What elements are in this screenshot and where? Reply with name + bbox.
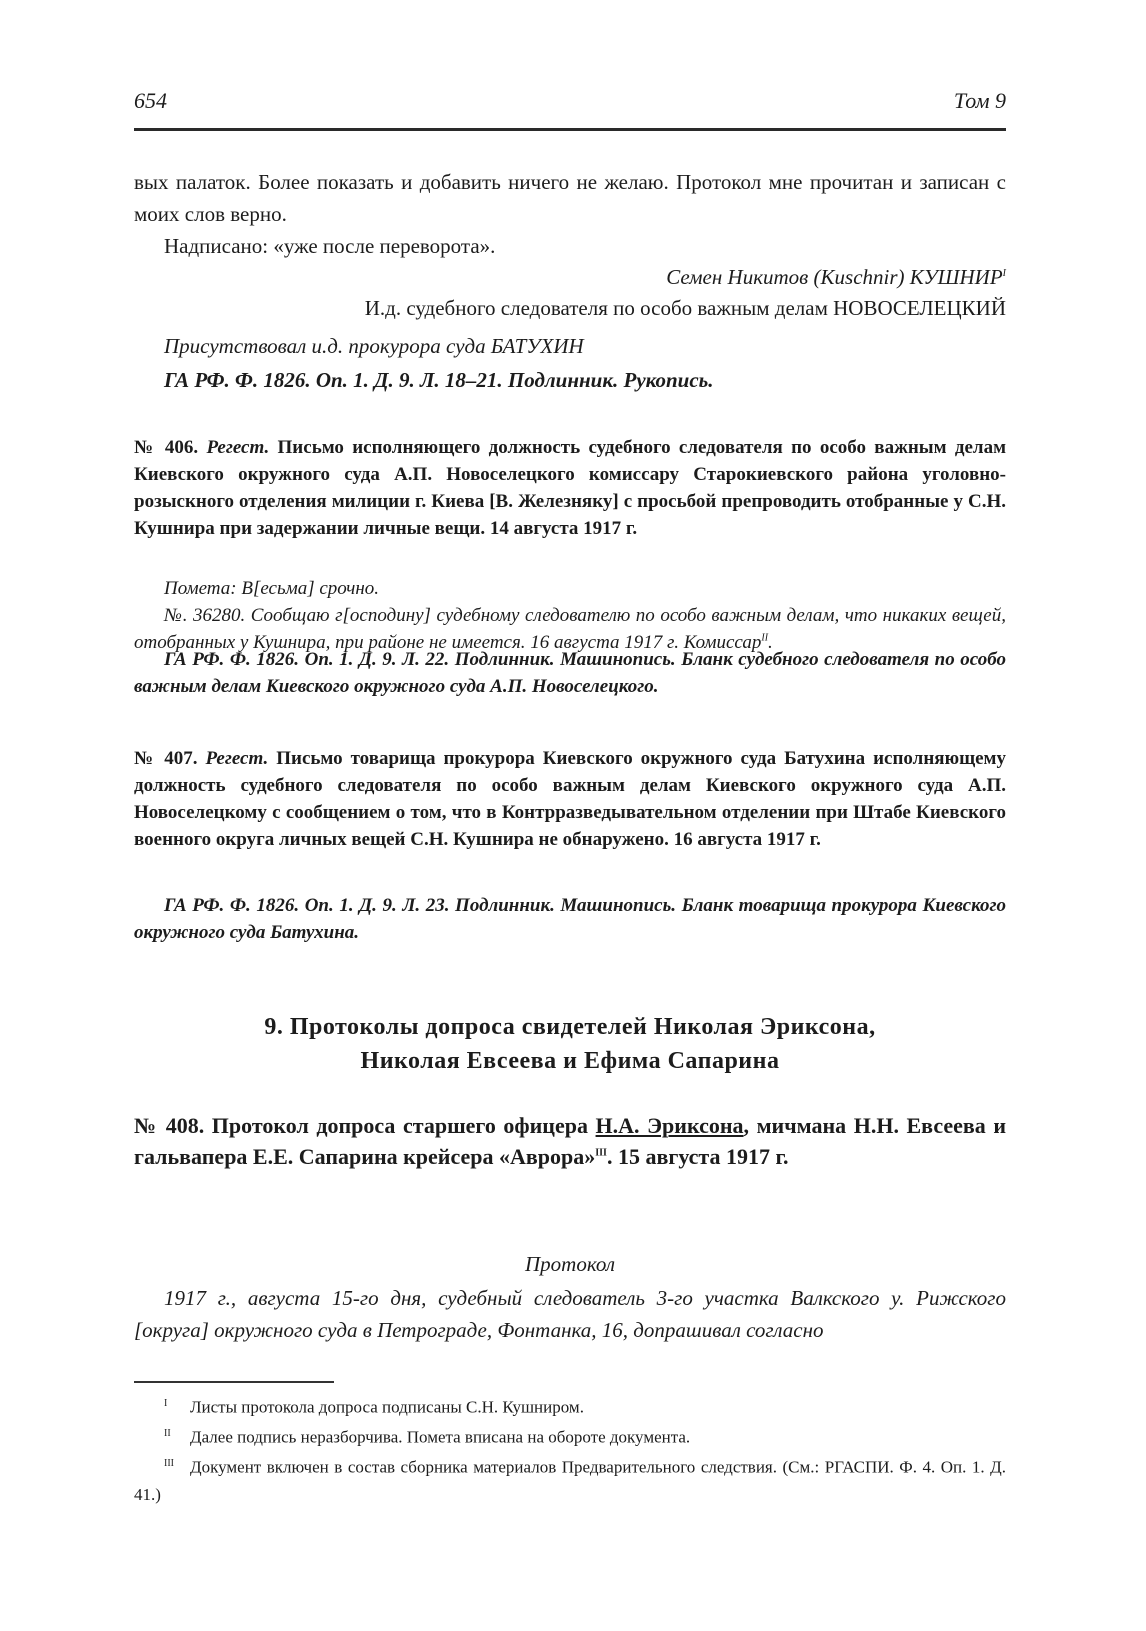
inscribed-note: Надписано: «уже после переворота». — [164, 234, 496, 258]
footnote-3: III Документ включен в состав сборника материалов Предварительного следствия. (См.: РГАСПИ. Ф. 4. Оп. 1. Д. 41.) — [134, 1457, 1006, 1504]
doc-407-source: ГА РФ. Ф. 1826. Оп. 1. Д. 9. Л. 23. Подлинник. Машинопись. Бланк товарища прокурора Киевского окружного суда Батухина. — [134, 895, 1006, 943]
running-header — [134, 88, 1006, 124]
doc-408-title: № 408. Протокол допроса старшего офицера Н.А. Эриксона, мичмана Н.Н. Евсеева и гальвапера Е.Е. Сапарина крейсера «Аврора»$^{III}$. 15 августа 1917 г. — [134, 1113, 1007, 1169]
doc-407-regest: № 407. Регест. Письмо товарища прокурора Киевского окружного суда Батухина исполняющему должность судебного следователя по особо важным делам Киевского окружного суда А.П. Новоселецкому с сообщением о том, что в Контрразведывательном отделении при Штабе Киевского военного округа личных вещей С.Н. Кушнира не обнаружено. 16 августа 1917 г. — [134, 748, 1006, 850]
footnote-ref: III — [595, 1147, 607, 1159]
footnote-ref: I — [1002, 268, 1006, 279]
person-link: Н.А. Эриксона — [595, 1113, 744, 1138]
protocol-subtitle: Протокол — [525, 1252, 615, 1276]
doc-406-note: №. 36280. Сообщаю г[осподину] судебному следователю по особо важным делам, что никаких вещей, отобранных у Кушнира, при районе не имеется. 16 августа 1917 г. Комиссар$^{II}$. — [134, 605, 1006, 653]
header-divider — [134, 128, 1006, 131]
signature-witness: Семен Никитов (Kuschnir) $КУШНИР^I$ — [666, 265, 1006, 289]
page-number: 654 — [134, 88, 167, 113]
doc-406-source: ГА РФ. Ф. 1826. Оп. 1. Д. 9. Л. 22. Подлинник. Машинопись. Бланк судебного следователя по особо важным делам Киевского окружного суда А.П. Новоселецкого. — [134, 649, 1006, 697]
section-heading: 9. Протоколы допроса свидетелей Николая Эриксона, Николая Евсеева и Ефима Сапарина — [264, 1014, 876, 1074]
footnote-1: I Листы протокола допроса подписаны С.Н. Кушниром. — [164, 1397, 584, 1417]
present-prosecutor: Присутствовал и.д. прокурора суда БАТУХИН — [164, 334, 584, 358]
continuation-paragraph: вых палаток. Более показать и добавить ничего не желаю. Протокол мне прочитан и записан с моих слов верно. — [134, 170, 1006, 226]
signature-investigator: И.д. судебного следователя по особо важным делам НОВОСЕЛЕЦКИЙ — [364, 296, 1006, 320]
archive-source: ГА РФ. Ф. 1826. Оп. 1. Д. 9. Л. 18–21. Подлинник. Рукопись. — [164, 368, 714, 392]
footnote-ref: II — [761, 632, 769, 644]
protocol-body: 1917 г., августа 15-го дня, судебный следователь 3-го участка Валкского у. Рижского [округа] окружного суда в Петрограде, Фонтанка, 16, допрашивал согласно — [134, 1286, 1006, 1342]
volume-label: Том 9 — [953, 88, 1006, 113]
footnote-divider — [134, 1381, 334, 1383]
footnote-2: II Далее подпись неразборчива. Помета вписана на обороте документа. — [164, 1427, 691, 1447]
doc-406-mark: Помета: В[есьма] срочно. — [164, 578, 380, 599]
doc-406-regest: № 406. Регест. Письмо исполняющего должность судебного следователя по особо важным делам Киевского окружного суда А.П. Новоселецкого комиссару Старокиевского района уголовно-розыскного отделения милиции г. Киева [В. Железняку] с просьбой препроводить отобранные у С.Н. Кушнира при задержании личные вещи. 14 августа 1917 г. — [134, 437, 1007, 539]
